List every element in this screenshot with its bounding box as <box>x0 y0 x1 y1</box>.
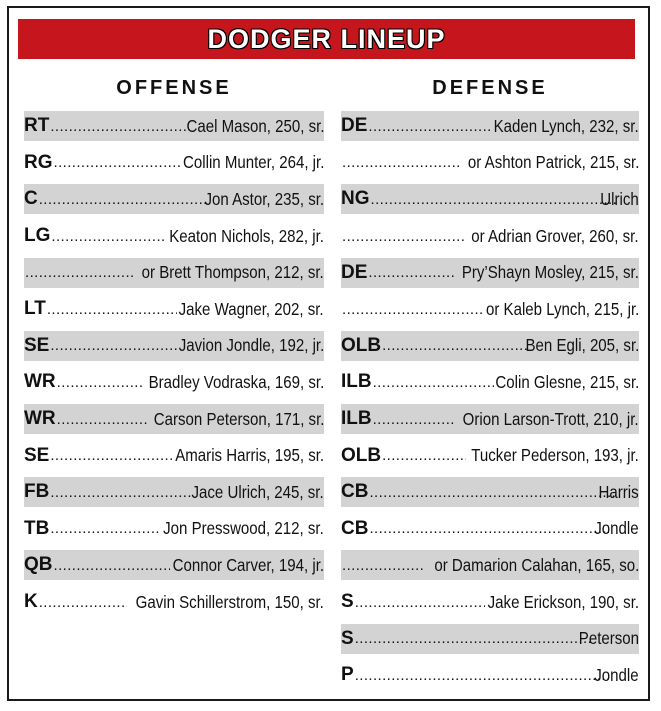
defense-row <box>341 401 639 438</box>
row-content <box>341 111 639 141</box>
defense-row <box>341 547 639 584</box>
row-content <box>24 258 324 288</box>
offense-row <box>24 474 324 511</box>
row-content <box>341 294 639 324</box>
position-label: OLB <box>341 334 382 356</box>
row-content <box>341 367 639 397</box>
position-label: S <box>341 591 354 613</box>
player-entry: Collin Munter, 264, jr. <box>182 152 324 173</box>
dot-leader <box>39 595 127 610</box>
dot-leader <box>47 302 178 317</box>
row-content <box>341 331 639 361</box>
offense-row <box>24 291 324 328</box>
offense-row <box>24 145 324 182</box>
player-entry: Jon Astor, 235, sr. <box>204 188 324 209</box>
defense-row <box>341 108 639 145</box>
offense-row <box>24 437 324 474</box>
position-label: SE <box>24 444 50 466</box>
offense-column <box>24 72 324 620</box>
position-label: C <box>24 188 38 210</box>
position-label: QB <box>24 554 53 576</box>
offense-row <box>24 328 324 365</box>
dot-leader <box>50 521 159 536</box>
player-entry: Jake Wagner, 202, sr. <box>178 298 324 319</box>
row-content <box>341 441 639 471</box>
offense-row <box>24 547 324 584</box>
row-content <box>341 184 639 214</box>
player-entry: Jon Presswood, 212, sr. <box>163 518 324 539</box>
position-label: SE <box>24 334 50 356</box>
defense-row <box>341 254 639 291</box>
row-content <box>24 477 324 507</box>
offense-row <box>24 254 324 291</box>
dot-leader <box>369 485 614 500</box>
dot-leader <box>51 229 166 244</box>
position-label: WR <box>24 408 56 430</box>
position-label: S <box>341 627 354 649</box>
position-label: FB <box>24 481 50 503</box>
row-content <box>24 148 324 178</box>
position-label: K <box>24 591 38 613</box>
dot-leader <box>382 448 466 463</box>
dot-leader <box>355 668 610 683</box>
row-content <box>341 477 639 507</box>
player-entry: Connor Carver, 194, jr. <box>172 554 324 575</box>
dot-leader <box>50 485 192 500</box>
dot-leader <box>57 412 148 427</box>
position-label: LG <box>24 225 51 247</box>
dot-leader <box>355 595 485 610</box>
row-content <box>341 258 639 288</box>
row-content <box>341 587 639 617</box>
defense-row <box>341 620 639 657</box>
row-content <box>341 660 639 690</box>
dot-leader <box>368 119 492 134</box>
dot-leader <box>355 631 591 646</box>
player-entry: Ben Egli, 205, sr. <box>525 335 639 356</box>
dot-leader <box>25 265 134 280</box>
row-content <box>24 294 324 324</box>
row-content <box>24 587 324 617</box>
dot-leader <box>50 119 185 134</box>
defense-row <box>341 657 639 694</box>
offense-row <box>24 401 324 438</box>
offense-row <box>24 218 324 255</box>
dot-leader <box>373 412 457 427</box>
row-content <box>341 550 639 580</box>
player-entry: Jondle <box>594 664 639 685</box>
row-content <box>24 367 324 397</box>
dot-leader <box>54 155 182 170</box>
offense-row <box>24 364 324 401</box>
row-content <box>24 441 324 471</box>
dot-leader <box>342 229 466 244</box>
dot-leader <box>342 155 462 170</box>
offense-row <box>24 584 324 621</box>
player-entry: or Ashton Patrick, 215, sr. <box>467 152 639 173</box>
defense-row <box>341 218 639 255</box>
offense-row <box>24 108 324 145</box>
defense-row <box>341 364 639 401</box>
dot-leader <box>382 338 529 353</box>
player-entry: Jace Ulrich, 245, sr. <box>191 481 324 502</box>
row-content <box>24 514 324 544</box>
row-content <box>24 331 324 361</box>
player-entry: Ulrich <box>600 188 639 209</box>
defense-roster <box>341 108 639 694</box>
offense-row <box>24 511 324 548</box>
dot-leader <box>369 521 609 536</box>
position-label: TB <box>24 517 50 539</box>
defense-row <box>341 181 639 218</box>
player-entry: Tucker Pederson, 193, jr. <box>471 445 639 466</box>
player-entry: Harris <box>598 481 639 502</box>
position-label: P <box>341 664 354 686</box>
player-entry: Kaden Lynch, 232, sr. <box>493 115 639 136</box>
row-content <box>24 184 324 214</box>
player-entry: Peterson <box>578 628 639 649</box>
player-entry: or Kaleb Lynch, 215, jr. <box>485 298 639 319</box>
position-label: DE <box>341 115 368 137</box>
position-label: LT <box>24 298 46 320</box>
player-entry: Keaton Nichols, 282, jr. <box>169 225 324 246</box>
offense-roster <box>24 108 324 620</box>
position-label: WR <box>24 371 56 393</box>
dot-leader <box>39 192 207 207</box>
dot-leader <box>373 375 494 390</box>
position-label: NG <box>341 188 370 210</box>
dot-leader <box>342 302 483 317</box>
position-label: ILB <box>341 371 372 393</box>
lineup-title: DODGER LINEUP <box>207 23 446 54</box>
row-content <box>24 221 324 251</box>
player-entry: Bradley Vodraska, 169, sr. <box>148 371 324 392</box>
dot-leader <box>50 448 173 463</box>
player-entry: or Damarion Calahan, 165, so. <box>434 554 639 575</box>
position-label: CB <box>341 517 369 539</box>
dot-leader <box>50 338 176 353</box>
player-entry: or Adrian Grover, 260, sr. <box>471 225 639 246</box>
defense-row <box>341 328 639 365</box>
offense-heading: OFFENSE <box>116 77 232 99</box>
row-content <box>341 624 639 654</box>
row-content <box>24 111 324 141</box>
player-entry: Orion Larson-Trott, 210, jr. <box>463 408 639 429</box>
row-content <box>341 404 639 434</box>
row-content <box>341 514 639 544</box>
row-content <box>341 148 639 178</box>
player-entry: Jondle <box>594 518 639 539</box>
position-label: DE <box>341 261 368 283</box>
defense-row <box>341 474 639 511</box>
dot-leader <box>57 375 142 390</box>
defense-row <box>341 437 639 474</box>
defense-row <box>341 584 639 621</box>
row-content <box>24 550 324 580</box>
player-entry: Gavin Schillerstrom, 150, sr. <box>135 591 324 612</box>
position-label: ILB <box>341 408 372 430</box>
player-entry: Colin Glesne, 215, sr. <box>495 371 639 392</box>
player-entry: Javion Jondle, 192, jr. <box>178 335 324 356</box>
player-entry: Cael Mason, 250, sr. <box>185 115 324 136</box>
dot-leader <box>368 265 455 280</box>
defense-row <box>341 145 639 182</box>
player-entry: Carson Peterson, 171, sr. <box>153 408 324 429</box>
dot-leader <box>342 558 423 573</box>
dot-leader <box>54 558 170 573</box>
defense-heading: DEFENSE <box>432 77 548 99</box>
position-label: CB <box>341 481 369 503</box>
position-label: OLB <box>341 444 382 466</box>
dot-leader <box>371 192 617 207</box>
player-entry: Jake Erickson, 190, sr. <box>487 591 639 612</box>
position-label: RT <box>24 115 50 137</box>
offense-row <box>24 181 324 218</box>
player-entry: or Brett Thompson, 212, sr. <box>141 262 324 283</box>
player-entry: Amaris Harris, 195, sr. <box>175 445 324 466</box>
defense-column <box>341 72 639 694</box>
row-content <box>341 221 639 251</box>
defense-row <box>341 291 639 328</box>
row-content <box>24 404 324 434</box>
defense-row <box>341 511 639 548</box>
title-banner <box>18 19 635 59</box>
player-entry: Pry’Shayn Mosley, 215, sr. <box>461 262 639 283</box>
position-label: RG <box>24 151 53 173</box>
